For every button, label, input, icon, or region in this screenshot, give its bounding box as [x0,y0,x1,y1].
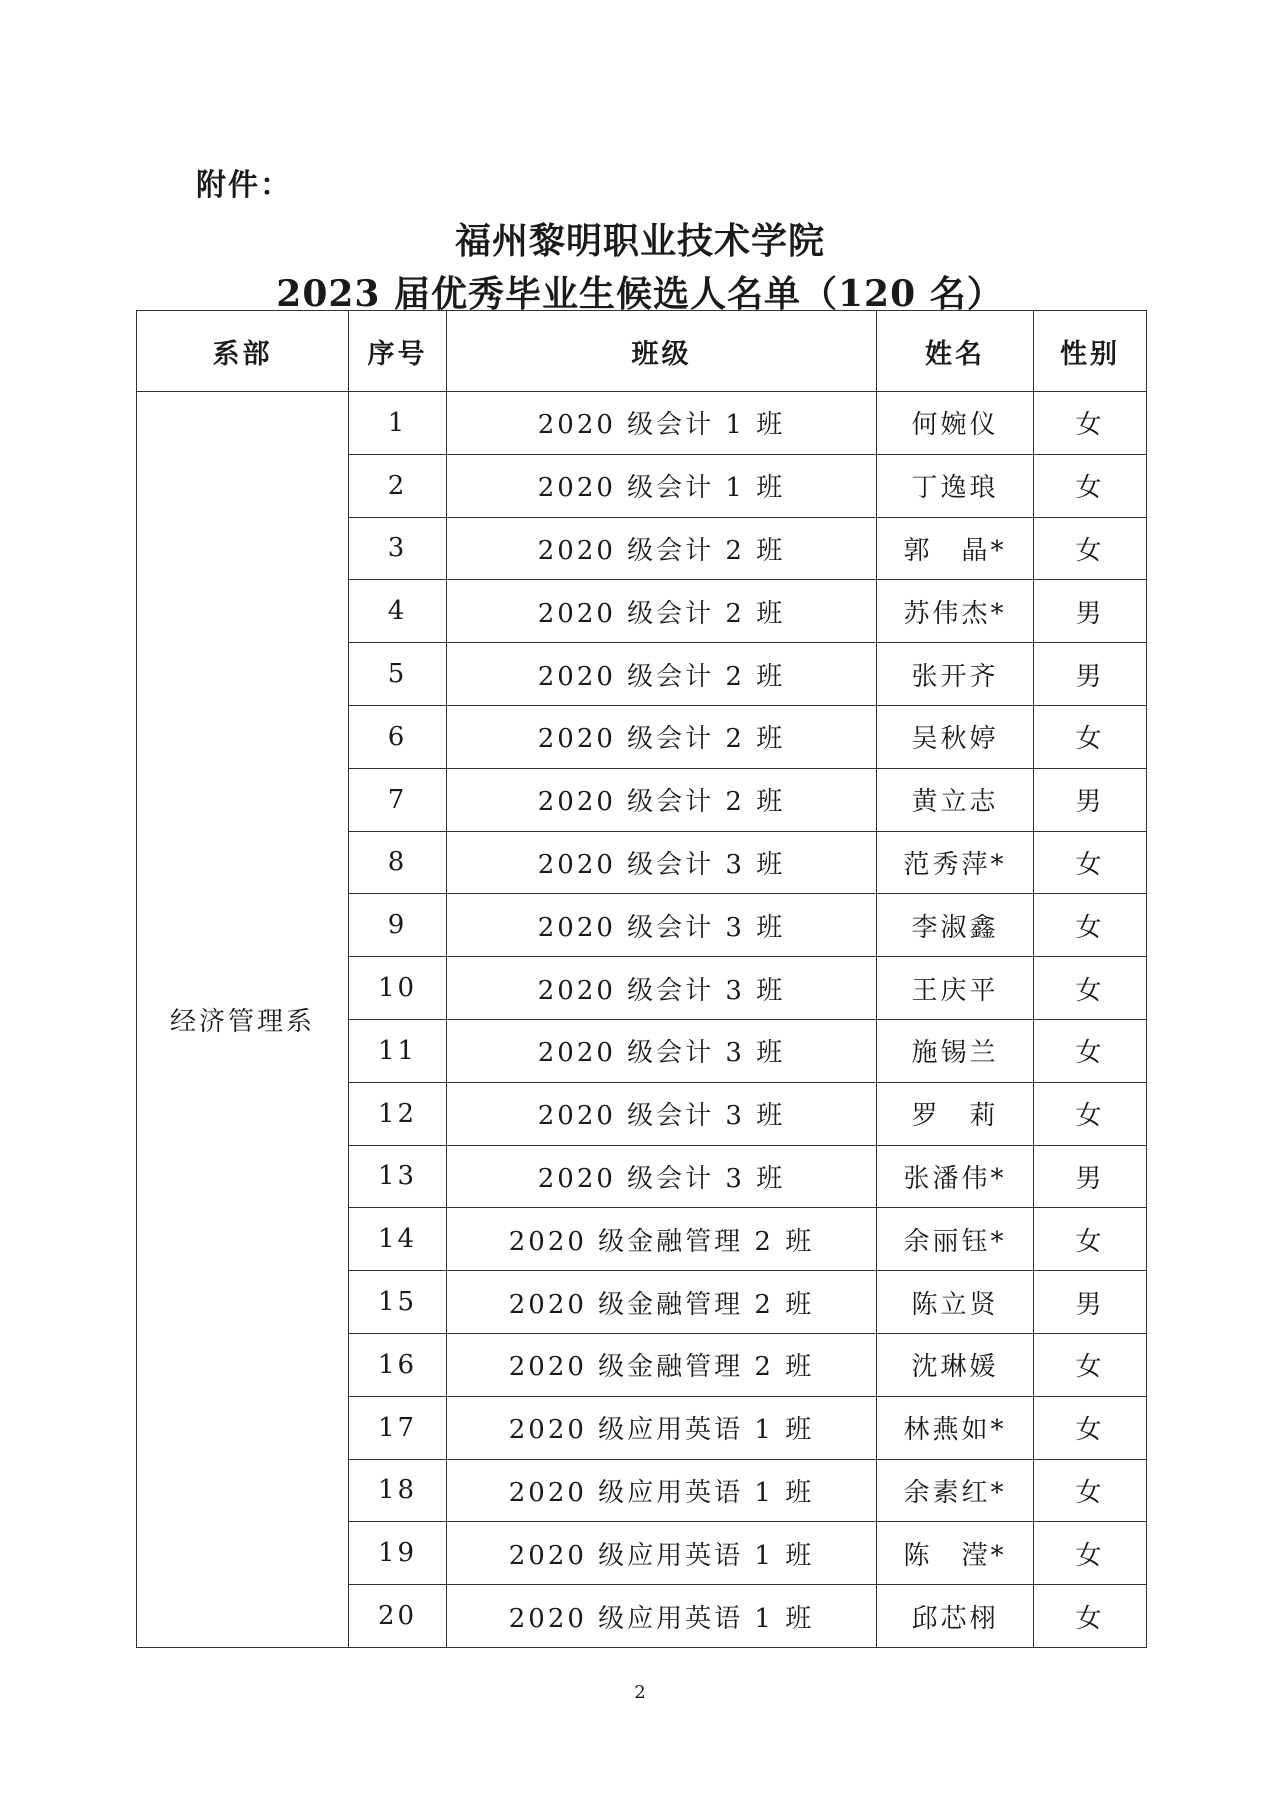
number-cell: 20 [349,1585,447,1648]
class-cell: 2020 级会计 1 班 [447,392,877,455]
name-cell: 余丽钰* [877,1208,1034,1271]
page-number: 2 [634,1682,646,1703]
class-cell: 2020 级应用英语 1 班 [447,1522,877,1585]
gender-cell: 女 [1034,517,1147,580]
number-cell: 4 [349,580,447,643]
gender-cell: 男 [1034,768,1147,831]
class-cell: 2020 级会计 3 班 [447,831,877,894]
attachment-label: 附件： [196,168,292,203]
gender-cell: 女 [1034,1396,1147,1459]
name-cell: 张潘伟* [877,1145,1034,1208]
class-cell: 2020 级应用英语 1 班 [447,1585,877,1648]
class-cell: 2020 级会计 2 班 [447,768,877,831]
name-cell: 郭 晶* [877,517,1034,580]
number-cell: 16 [349,1333,447,1396]
number-cell: 8 [349,831,447,894]
class-cell: 2020 级会计 2 班 [447,705,877,768]
class-cell: 2020 级金融管理 2 班 [447,1333,877,1396]
number-cell: 7 [349,768,447,831]
gender-cell: 女 [1034,392,1147,455]
class-cell: 2020 级会计 2 班 [447,580,877,643]
name-cell: 黄立志 [877,768,1034,831]
gender-cell: 女 [1034,957,1147,1020]
name-cell: 苏伟杰* [877,580,1034,643]
name-cell: 罗 莉 [877,1082,1034,1145]
class-cell: 2020 级会计 2 班 [447,643,877,706]
gender-cell: 女 [1034,1522,1147,1585]
name-cell: 陈立贤 [877,1271,1034,1334]
table-row [137,392,1147,455]
gender-cell: 女 [1034,1333,1147,1396]
name-cell: 何婉仪 [877,392,1034,455]
number-cell: 19 [349,1522,447,1585]
class-cell: 2020 级金融管理 2 班 [447,1271,877,1334]
gender-cell: 男 [1034,580,1147,643]
number-cell: 11 [349,1019,447,1082]
class-cell: 2020 级会计 3 班 [447,1019,877,1082]
class-cell: 2020 级会计 2 班 [447,517,877,580]
number-cell: 3 [349,517,447,580]
name-cell: 吴秋婷 [877,705,1034,768]
number-cell: 17 [349,1396,447,1459]
number-cell: 10 [349,957,447,1020]
gender-cell: 女 [1034,1019,1147,1082]
class-cell: 2020 级会计 3 班 [447,1082,877,1145]
gender-cell: 男 [1034,1271,1147,1334]
department-cell: 经济管理系 [137,392,349,1648]
gender-cell: 女 [1034,894,1147,957]
name-cell: 余素红* [877,1459,1034,1522]
gender-cell: 男 [1034,1145,1147,1208]
document-title: 福州黎明职业技术学院 [454,220,825,262]
name-cell: 王庆平 [877,957,1034,1020]
gender-cell: 女 [1034,831,1147,894]
class-cell: 2020 级会计 3 班 [447,1145,877,1208]
number-cell: 13 [349,1145,447,1208]
number-cell: 1 [349,392,447,455]
gender-cell: 女 [1034,1208,1147,1271]
class-cell: 2020 级应用英语 1 班 [447,1396,877,1459]
table-body [137,392,1147,1648]
candidate-table [136,310,1147,1648]
name-cell: 范秀萍* [877,831,1034,894]
name-cell: 施锡兰 [877,1019,1034,1082]
class-cell: 2020 级金融管理 2 班 [447,1208,877,1271]
number-cell: 14 [349,1208,447,1271]
number-cell: 5 [349,643,447,706]
number-cell: 12 [349,1082,447,1145]
class-cell: 2020 级应用英语 1 班 [447,1459,877,1522]
name-cell: 林燕如* [877,1396,1034,1459]
name-cell: 丁逸琅 [877,454,1034,517]
gender-cell: 女 [1034,1082,1147,1145]
table-header-row [137,311,1147,392]
number-cell: 6 [349,705,447,768]
header-gender: 性别 [1034,311,1147,392]
gender-cell: 男 [1034,643,1147,706]
name-cell: 沈琳媛 [877,1333,1034,1396]
name-cell: 陈 滢* [877,1522,1034,1585]
header-name: 姓名 [877,311,1034,392]
header-number: 序号 [349,311,447,392]
class-cell: 2020 级会计 1 班 [447,454,877,517]
name-cell: 张开齐 [877,643,1034,706]
name-cell: 李淑鑫 [877,894,1034,957]
class-cell: 2020 级会计 3 班 [447,957,877,1020]
header-class: 班级 [447,311,877,392]
gender-cell: 女 [1034,1585,1147,1648]
header-department: 系部 [137,311,349,392]
gender-cell: 女 [1034,705,1147,768]
number-cell: 15 [349,1271,447,1334]
name-cell: 邱芯栩 [877,1585,1034,1648]
document-subtitle: 2023 届优秀毕业生候选人名单（120 名） [276,273,1004,315]
number-cell: 18 [349,1459,447,1522]
gender-cell: 女 [1034,454,1147,517]
number-cell: 2 [349,454,447,517]
gender-cell: 女 [1034,1459,1147,1522]
class-cell: 2020 级会计 3 班 [447,894,877,957]
number-cell: 9 [349,894,447,957]
